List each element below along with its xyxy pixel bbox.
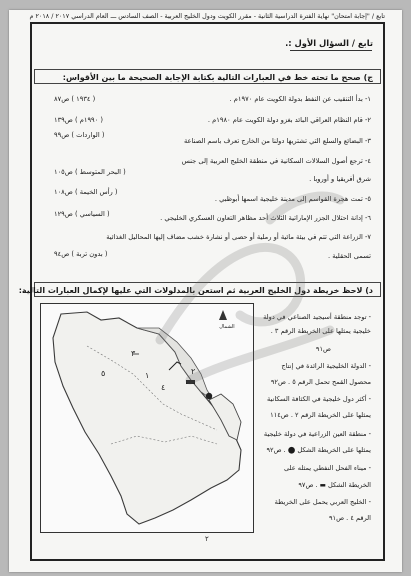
title-underline xyxy=(290,50,372,51)
section-j-title: ج) صحح ما تحته خط في العبارات التالية بكتابة الإجابة الصحيحة ما بين الأقواس: xyxy=(62,73,373,82)
item-3-answer: ( الواردات ) ص٩٩ xyxy=(54,131,105,139)
clue-1-continued: خليجية يمثلها على الخريطة الرقم ٣ . xyxy=(270,327,371,335)
item-7-text: ٧- الزراعة التي تتم في بيئة مائية أو رملية أو حصى أو نشارة خشب مضاف إليها المحاليل الغذائية xyxy=(106,233,371,241)
clue-4: - منطقة العين الزراعية في دولة خليجية xyxy=(263,430,371,438)
section-d-title: د) لاحظ خريطة دول الخليج العربية ثم استعن بالمدلولات التي عليها لإكمال العبارات التالية: xyxy=(18,286,373,295)
item-1-answer: ( ١٩٣٤ ) ص٨٧ xyxy=(54,95,96,103)
map-number-2: ٢ xyxy=(191,367,196,376)
gulf-map-drawing xyxy=(41,304,253,532)
item-4-answer: ( البحر المتوسط ) ص١٠٥ xyxy=(54,168,126,176)
clue-1-page: ص٩١ xyxy=(315,345,331,353)
clue-5-continued: الخريطة الشكل ▬ . ص٩٧ xyxy=(298,481,371,489)
map-number-5: ٥ xyxy=(101,369,106,378)
arabian-peninsula-outline xyxy=(53,312,241,524)
north-label: الشمال xyxy=(219,324,235,330)
item-7-continued: تسمى الحقلية . xyxy=(327,252,371,260)
clue-3-continued: يمثلها على الخريطة الرقم ٢ . ص١١٤ xyxy=(270,411,371,419)
item-4-text: ٤- ترجع أصول السلالات السكانية في منطقة الخليج العربية إلى جنس xyxy=(181,157,371,165)
item-5-answer: ( رأس الخيمة ) ص١٠٨ xyxy=(54,188,118,196)
clue-2: - الدولة الخليجية الرائدة في إنتاج xyxy=(281,362,371,370)
clue-6-continued: الرقم ٤ . ص٩١ xyxy=(328,514,371,522)
item-2-text: ٢- قام النظام العراقي البائد بغزو دولة الكويت عام ١٩٨٠م . xyxy=(207,116,371,124)
item-5-text: ٥- تمت هجرة القواسم إلى مدينة خليجية اسمها أبوظبي . xyxy=(214,195,371,203)
gulf-map xyxy=(40,303,254,533)
question-title: تابع / السؤال الأول :. xyxy=(285,38,373,48)
clue-1: - توجد منطقة أسيجيد الصناعي في دولة xyxy=(263,313,371,321)
clue-3: - أكثر دول خليجية في الكثافة السكانية xyxy=(266,395,371,403)
item-2-answer: ( ١٩٩٠م ) ص١٣٩ xyxy=(54,116,103,124)
clue-2-continued: محصول القمح تحمل الرقم ٥ . ص٩٢ xyxy=(270,378,371,386)
clue-6: - الخليج العربي يحمل على الخريطة xyxy=(274,498,371,506)
north-arrow-icon xyxy=(219,310,227,320)
map-number-4: ٤ xyxy=(161,383,166,392)
al-ain-symbol xyxy=(206,393,212,399)
exam-header: تابع / "إجابة امتحان" نهاية الفترة الدراسية الثانية - مقرر الكويت ودول الخليج العربية - الصف السادس ـــ العام الدراسي ٢٠١٧ / ٢٠١٨ م xyxy=(29,12,385,20)
item-1-text: ١- بدأ التنقيب عن النفط بدولة الكويت عام ١٩٧٠م . xyxy=(229,95,371,103)
map-number-1: ١ xyxy=(145,371,150,380)
page-number: ٢ xyxy=(205,535,209,543)
item-3-text: ٣- البضائع والسلع التي تشتريها دولنا من الخارج تعرف باسم الصناعة xyxy=(183,137,371,145)
clue-4-continued: يمثلها على الخريطة الشكل ⬤ . ص٩٢ xyxy=(266,446,371,454)
item-6-text: ٦- إدانة احتلال الجزر الإماراتية الثلاث أحد مظاهر التعاون العسكري الخليجي . xyxy=(160,214,371,222)
clue-5: - ميناء الفحل النفطي يمثله على xyxy=(284,464,371,472)
item-4-continued: شرق أفريقيا و أوروبا . xyxy=(309,175,371,183)
item-6-answer: ( السياسي ) ص١٢٩ xyxy=(54,210,110,218)
al-fahal-port-symbol xyxy=(186,380,195,384)
item-7-answer: ( بدون تربة ) ص٩٤ xyxy=(54,250,108,258)
map-number-3: ٣ xyxy=(131,349,136,358)
